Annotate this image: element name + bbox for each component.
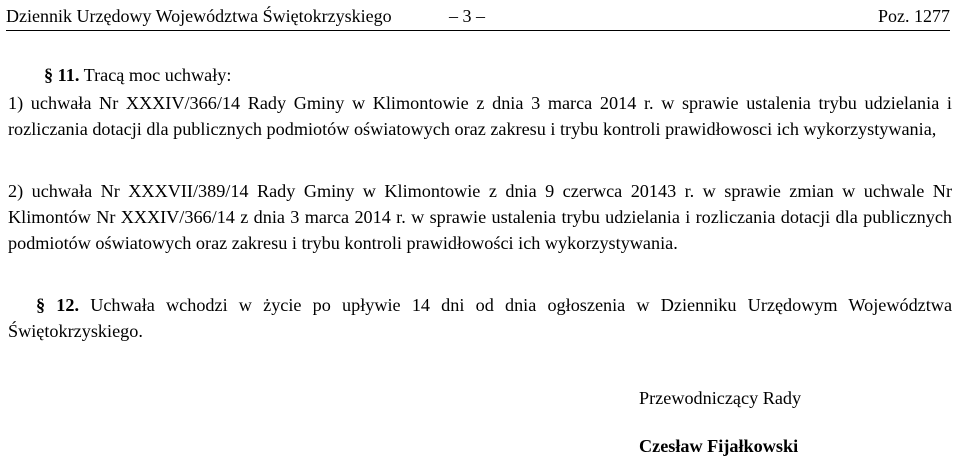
page-number: – 3 – (449, 6, 485, 26)
section-11-label: § 11. (44, 65, 80, 85)
section-11-item-1: 1) uchwała Nr XXXIV/366/14 Rady Gminy w Klimontowie z dnia 3 marca 2014 r. w sprawie ustalenia trybu udzielania i rozliczania dotacji dla publicznych podmiotów oświatowych oraz zakresu i trybu kontroli prawidłowosci ich wykorzystywania, (8, 93, 952, 139)
section-11-heading (44, 62, 644, 88)
signature-name: Czesław Fijałkowski (639, 436, 799, 456)
signature-title: Przewodniczący Rady (639, 388, 802, 408)
page-header (6, 5, 950, 29)
section-12-label: § 12. (36, 295, 80, 315)
section-11-item-2: 2) uchwała Nr XXXVII/389/14 Rady Gminy w Klimontowie z dnia 9 czerwca 20143 r. w sprawie zmian w uchwale Nr Klimontów Nr XXXIV/366/14 z dnia 3 marca 2014 r. w sprawie ustalenia trybu udzielania i rozliczania dotacji dla publicznych podmiotów oświatowych oraz zakresu i trybu kontroli prawidłowości ich wykorzystywania. (8, 181, 952, 253)
section-11-title: Tracą moc uchwały: (83, 65, 232, 85)
journal-title: Dziennik Urzędowy Województwa Świętokrzyskiego (6, 6, 392, 26)
header-divider (6, 30, 950, 31)
position-number: Poz. 1277 (878, 6, 950, 26)
section-12-paragraph (8, 292, 952, 344)
section-12-text: Uchwała wchodzi w życie po upływie 14 dni od dnia ogłoszenia w Dzienniku Urzędowym Województwa Świętokrzyskiego. (8, 295, 953, 341)
